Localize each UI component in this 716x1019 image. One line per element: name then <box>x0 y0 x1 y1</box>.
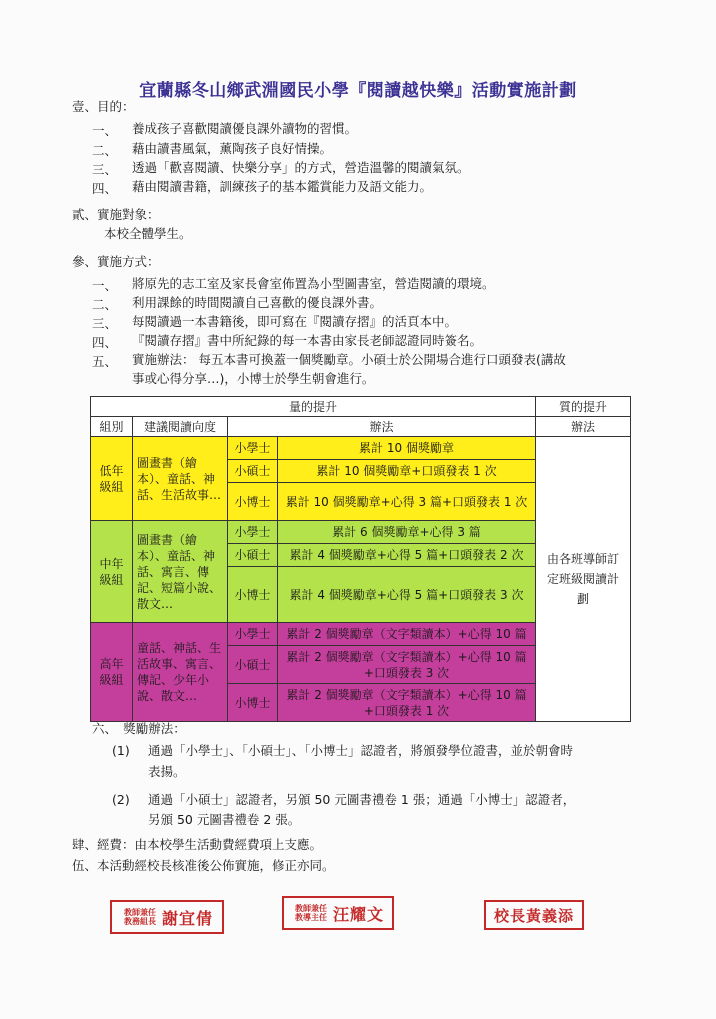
header-quantity: 量的提升 <box>91 397 536 417</box>
rank-label: 小碩士 <box>228 460 278 483</box>
header-method: 辦法 <box>228 417 536 437</box>
group-mid-direction: 圖畫書（繪本）、童話、神話、寓言、傳記、短篇小說、散文… <box>133 521 228 623</box>
group-high-direction: 童話、神話、生活故事、寓言、傳記、少年小說、散文… <box>133 623 228 722</box>
method-text: 累計 10 個獎勵章+心得 3 篇+口頭發表 1 次 <box>278 483 536 521</box>
item-text: 養成孩子喜歡閱讀優良課外讀物的習慣。 <box>132 121 358 136</box>
item-number: (1) <box>112 743 130 758</box>
method-text: 累計 6 個獎勵章+心得 3 篇 <box>278 521 536 544</box>
header-quality: 質的提升 <box>536 397 631 417</box>
item-number: 二、 <box>92 297 118 312</box>
rank-label: 小學士 <box>228 437 278 460</box>
stamp-principal <box>484 900 584 930</box>
quality-plan-text: 由各班導師訂定班級閱讀計劃 <box>536 437 631 722</box>
item-text: 通過「小碩士」認證者，另頒 50 元圖書禮卷 1 張；通過「小博士」認證者， <box>148 792 576 807</box>
group-low-direction: 圖畫書（繪本）、童話、神話、生活故事… <box>133 437 228 521</box>
section-target-body: 本校全體學生。 <box>104 226 192 241</box>
section-method-heading: 參、實施方式： <box>72 254 160 269</box>
item-text: 利用課餘的時間閱讀自己喜歡的優良課外書。 <box>132 295 383 310</box>
group-high-name: 高年級組 <box>91 623 133 722</box>
section-approval: 伍、本活動經校長核准後公佈實施，修正亦同。 <box>72 858 335 873</box>
document-title: 宜蘭縣冬山鄉武淵國民小學『閱讀越快樂』活動實施計劃 <box>139 81 577 101</box>
item-number: 四、 <box>92 181 118 196</box>
rank-label: 小學士 <box>228 521 278 544</box>
item-number: 一、 <box>92 278 118 293</box>
stamp-title: 教師兼任教務組長 <box>123 908 156 926</box>
item-text: 透過「歡喜閱讀、快樂分享」的方式，營造溫馨的閱讀氣氛。 <box>132 160 470 175</box>
item-text-continued: 事或心得分享…)，小博士於學生朝會進行。 <box>132 371 375 386</box>
rank-label: 小博士 <box>228 567 278 623</box>
stamp-name: 汪耀文 <box>332 904 384 924</box>
item-number: 四、 <box>92 335 118 350</box>
item-number: 三、 <box>92 316 118 331</box>
rank-label: 小博士 <box>228 684 278 722</box>
rank-label: 小博士 <box>228 483 278 521</box>
item-text: 每閱讀過一本書籍後，即可寫在『閱讀存摺』的活頁本中。 <box>132 314 458 329</box>
group-low-name: 低年級組 <box>91 437 133 521</box>
header-method-quality: 辦法 <box>536 417 631 437</box>
method-text: 累計 2 個獎勵章（文字類讀本）+心得 10 篇+口頭發表 3 次 <box>278 646 536 684</box>
item-text: 將原先的志工室及家長會室佈置為小型圖書室，營造閱讀的環境。 <box>132 276 495 291</box>
method-text: 累計 10 個獎勵章 <box>278 437 536 460</box>
stamp-name: 謝宜倩 <box>161 908 213 928</box>
item-number: 一、 <box>92 123 118 138</box>
method-text: 累計 2 個獎勵章（文字類讀本）+心得 10 篇 <box>278 623 536 646</box>
header-group: 組別 <box>91 417 133 437</box>
item-number: 二、 <box>92 143 118 158</box>
reading-plan-table <box>90 396 631 722</box>
section-budget: 肆、經費：由本校學生活動費經費項上支應。 <box>72 837 323 852</box>
method-text: 累計 10 個獎勵章+口頭發表 1 次 <box>278 460 536 483</box>
group-mid-name: 中年級組 <box>91 521 133 623</box>
section-purpose-heading: 壹、目的： <box>72 99 135 114</box>
stamp-director <box>282 896 394 930</box>
method-text: 累計 4 個獎勵章+心得 5 篇+口頭發表 3 次 <box>278 567 536 623</box>
item-text: 『閱讀存摺』書中所紀錄的每一本書由家長老師認證同時簽名。 <box>132 333 483 348</box>
item-text-continued: 表揚。 <box>148 764 186 779</box>
stamp-academic-affairs <box>110 900 224 934</box>
item-number: 三、 <box>92 162 118 177</box>
item-text: 通過「小學士」、「小碩士」、「小博士」認證者，將頒發學位證書，並於朝會時 <box>148 743 574 758</box>
method-text: 累計 2 個獎勵章（文字類讀本）+心得 10 篇+口頭發表 1 次 <box>278 684 536 722</box>
method-text: 累計 4 個獎勵章+心得 5 篇+口頭發表 2 次 <box>278 544 536 567</box>
section-reward-heading: 六、 獎勵辦法： <box>92 721 186 736</box>
rank-label: 小碩士 <box>228 544 278 567</box>
item-text: 藉由讀書風氣，薰陶孩子良好情操。 <box>132 141 333 156</box>
item-text: 藉由閱讀書籍，訓練孩子的基本鑑賞能力及語文能力。 <box>132 179 433 194</box>
rank-label: 小碩士 <box>228 646 278 684</box>
item-text: 實施辦法： 每五本書可換蓋一個獎勵章。小碩士於公開場合進行口頭發表(講故 <box>132 352 566 367</box>
item-text-continued: 另頒 50 元圖書禮卷 2 張。 <box>148 812 301 827</box>
section-target-heading: 貳、實施對象： <box>72 207 160 222</box>
stamp-title: 教師兼任教導主任 <box>294 904 327 922</box>
stamp-name: 校長黃義添 <box>493 906 574 925</box>
header-direction: 建議閱讀向度 <box>133 417 228 437</box>
rank-label: 小學士 <box>228 623 278 646</box>
item-number: (2) <box>112 792 130 807</box>
item-number: 五、 <box>92 354 118 369</box>
